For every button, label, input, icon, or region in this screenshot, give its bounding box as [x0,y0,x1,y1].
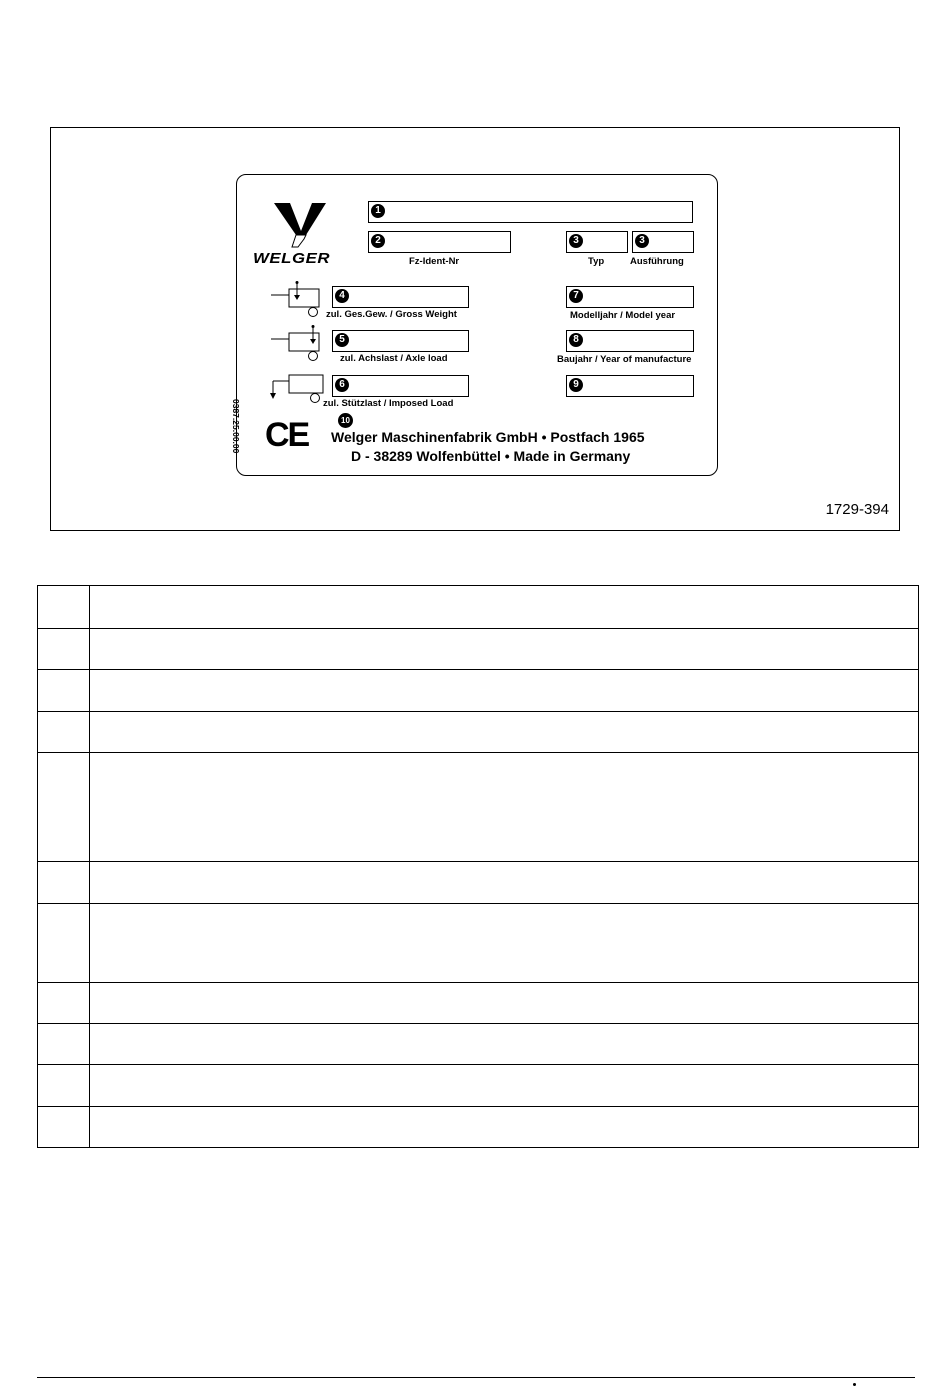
table-row [38,586,919,629]
caption-ident-number: Fz-Ident-Nr [409,256,460,267]
legend-text-cell [90,1024,919,1065]
imposed-load-icon [265,371,325,407]
legend-number-cell [38,904,90,983]
field-number-7: 7 [569,289,583,303]
plate-field-3-type [566,231,628,253]
legend-text-cell [90,586,919,629]
table-row [38,904,919,983]
field-number-6: 6 [335,378,349,392]
table-row [38,753,919,862]
legend-number-cell [38,1065,90,1107]
table-row [38,1107,919,1148]
field-number-2: 2 [371,234,385,248]
legend-number-cell [38,1107,90,1148]
field-number-3-version: 3 [635,234,649,248]
field-number-10: 10 [338,413,353,428]
legend-text-cell [90,670,919,712]
legend-number-cell [38,670,90,712]
table-row [38,1065,919,1107]
gross-weight-icon [271,281,327,317]
plate-field-2 [368,231,511,253]
type-plate [231,174,718,476]
legend-number-cell [38,983,90,1024]
legend-text-cell [90,862,919,904]
plate-field-9 [566,375,694,397]
legend-text-cell [90,712,919,753]
plate-field-3-version [632,231,694,253]
caption-imposed-load: zul. Stützlast / Imposed Load [323,398,454,409]
table-row [38,983,919,1024]
caption-type: Typ [588,256,605,267]
plate-field-1 [368,201,693,223]
caption-model-year: Modelljahr / Model year [570,310,676,321]
brand-logo-text: WELGER [253,250,331,267]
field-number-4: 4 [335,289,349,303]
plate-field-5 [332,330,469,352]
caption-gross-weight: zul. Ges.Gew. / Gross Weight [326,309,457,320]
table-row [38,1024,919,1065]
field-number-5: 5 [335,333,349,347]
plate-field-7 [566,286,694,308]
table-row [38,670,919,712]
caption-version: Ausführung [630,256,684,267]
plate-field-4 [332,286,469,308]
field-number-8: 8 [569,333,583,347]
legend-number-cell [38,629,90,670]
part-number: 0387.25.00.00 [231,399,241,454]
manufacturer-line-2: D - 38289 Wolfenbüttel • Made in Germany [351,448,631,464]
footer-dot [853,1383,856,1386]
plate-field-8 [566,330,694,352]
footer-rule [37,1377,915,1378]
legend-text-cell [90,629,919,670]
caption-year-of-manufacture: Baujahr / Year of manufacture [557,354,692,365]
legend-number-cell [38,753,90,862]
manufacturer-line-1: Welger Maschinenfabrik GmbH • Postfach 1965 [331,429,645,445]
legend-text-cell [90,753,919,862]
legend-number-cell [38,586,90,629]
legend-text-cell [90,1065,919,1107]
plate-field-6 [332,375,469,397]
legend-number-cell [38,862,90,904]
caption-axle-load: zul. Achslast / Axle load [340,353,448,364]
figure-number: 1729-394 [825,501,889,518]
legend-text-cell [90,1107,919,1148]
field-number-9: 9 [569,378,583,392]
table-row [38,712,919,753]
axle-load-icon [271,325,327,361]
table-row [38,629,919,670]
legend-text-cell [90,983,919,1024]
legend-table [37,585,919,1148]
field-number-3-type: 3 [569,234,583,248]
legend-number-cell [38,712,90,753]
table-row [38,862,919,904]
welger-logo-icon [274,201,326,249]
field-number-1: 1 [371,204,385,218]
figure-frame [50,127,900,531]
ce-mark: CE [265,416,309,454]
legend-number-cell [38,1024,90,1065]
legend-text-cell [90,904,919,983]
